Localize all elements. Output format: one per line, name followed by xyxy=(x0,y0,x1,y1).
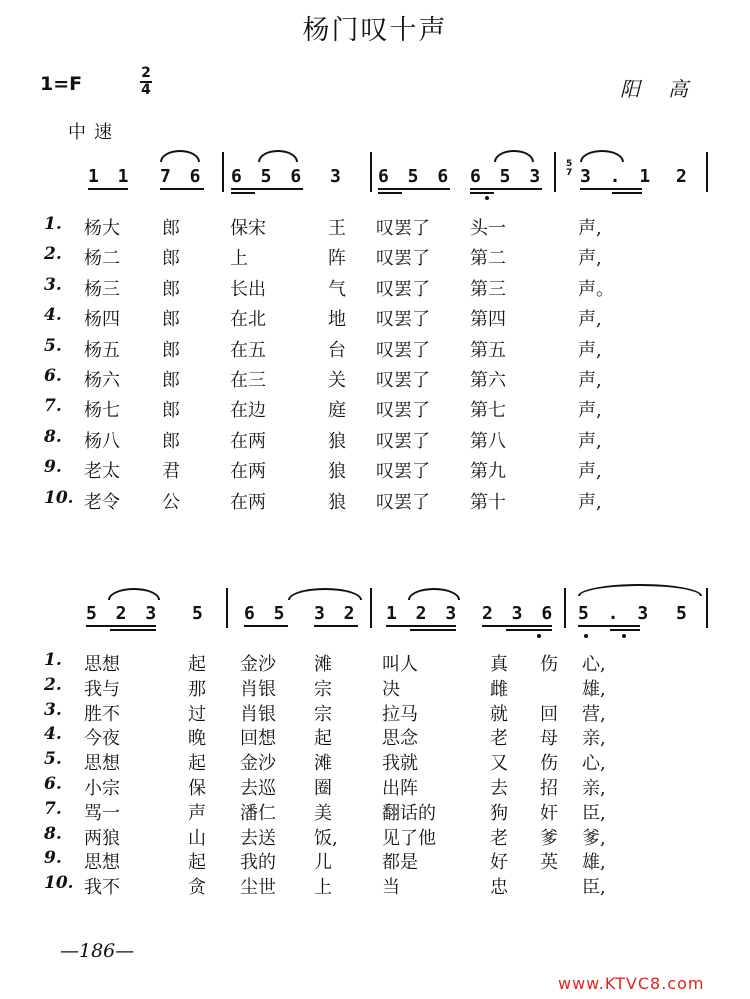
lyric-syllable: 都是 xyxy=(382,852,418,874)
lyric-syllable: 叹罢了 xyxy=(376,309,430,331)
lyric-syllable: 声, xyxy=(578,218,602,239)
key-signature: 1=F xyxy=(40,73,83,95)
lyric-syllable: 思想 xyxy=(84,654,120,675)
lyric-syllable: 叹罢了 xyxy=(376,400,430,422)
note-group: 3 xyxy=(330,166,345,187)
lyric-syllable: 出阵 xyxy=(382,778,418,799)
lyric-syllable: 上 xyxy=(314,877,332,899)
lyric-syllable: 声, xyxy=(578,309,602,331)
lyric-syllable: 声。 xyxy=(578,278,614,300)
lyric-syllable: 郎 xyxy=(162,218,180,239)
lyric-syllable: 滩 xyxy=(314,753,332,775)
lyric-syllable: 圈 xyxy=(314,778,332,799)
lyric-syllable: 保 xyxy=(188,778,206,799)
verse-number: 10. xyxy=(44,487,74,508)
lyric-syllable: 叹罢了 xyxy=(376,370,430,391)
lyric-syllable: 郎 xyxy=(162,400,180,422)
lyric-syllable: 叹罢了 xyxy=(376,339,430,361)
lyric-syllable: 就 xyxy=(490,703,508,725)
lyric-syllable: 声, xyxy=(578,400,602,422)
verse-number: 7. xyxy=(44,396,62,417)
lyric-syllable: 起 xyxy=(188,753,206,775)
verse-number: 9. xyxy=(44,848,62,869)
note-group: 2 3 6 xyxy=(482,603,557,624)
verse-number: 7. xyxy=(44,798,62,819)
lyric-syllable: 狗 xyxy=(490,802,508,824)
lyric-syllable: 老太 xyxy=(84,461,120,483)
verse-number: 8. xyxy=(44,823,62,844)
lyric-syllable: 狼 xyxy=(328,491,346,513)
lyric-syllable: 爹 xyxy=(540,827,558,849)
note-group: 1 1 xyxy=(88,166,133,187)
lyric-syllable: 狼 xyxy=(328,461,346,483)
note-group: 5 . 3 xyxy=(578,603,653,624)
lyric-syllable: 老 xyxy=(490,827,508,849)
lyric-syllable: 思念 xyxy=(382,728,418,750)
lyric-syllable: 第十 xyxy=(470,491,506,513)
lyric-syllable: 金沙 xyxy=(240,654,276,675)
lyric-syllable: 长出 xyxy=(230,278,266,300)
lyric-syllable: 保宋 xyxy=(230,218,266,239)
lyric-syllable: 关 xyxy=(328,370,346,391)
lyric-syllable: 叹罢了 xyxy=(376,430,430,452)
lyric-syllable: 在北 xyxy=(230,309,266,331)
verse-number: 6. xyxy=(44,774,62,794)
lyric-syllable: 奸 xyxy=(540,802,558,824)
lyric-syllable: 真 xyxy=(490,654,508,675)
lyric-syllable: 叹罢了 xyxy=(376,491,430,513)
lyric-syllable: 狼 xyxy=(328,430,346,452)
lyric-syllable: 回 xyxy=(540,703,558,725)
lyric-syllable: 金沙 xyxy=(240,753,276,775)
verse-number: 10. xyxy=(44,873,74,894)
lyric-syllable: 郎 xyxy=(162,430,180,452)
verse-number: 2. xyxy=(44,674,62,695)
verse-number: 3. xyxy=(44,699,62,720)
lyric-syllable: 思想 xyxy=(84,852,120,874)
lyric-syllable: 臣, xyxy=(582,802,606,824)
lyric-syllable: 去送 xyxy=(240,827,276,849)
lyric-syllable: 小宗 xyxy=(84,778,120,799)
lyric-syllable: 英 xyxy=(540,852,558,874)
lyric-syllable: 伤 xyxy=(540,753,558,775)
verse-number: 9. xyxy=(44,457,62,478)
lyric-syllable: 阵 xyxy=(328,248,346,270)
lyric-syllable: 我不 xyxy=(84,877,120,899)
verse-number: 1. xyxy=(44,214,62,234)
verse-number: 1. xyxy=(44,650,62,670)
lyric-syllable: 肖银 xyxy=(240,678,276,700)
lyric-syllable: 声, xyxy=(578,430,602,452)
lyric-syllable: 臣, xyxy=(582,877,606,899)
lyric-syllable: 伤 xyxy=(540,654,558,675)
note-group: 1 2 3 xyxy=(386,603,461,624)
lyric-syllable: 我的 xyxy=(240,852,276,874)
lyric-syllable: 在三 xyxy=(230,370,266,391)
lyric-syllable: 起 xyxy=(314,728,332,750)
lyric-syllable: 声, xyxy=(578,339,602,361)
lyric-syllable: 心, xyxy=(582,753,606,775)
lyric-syllable: 雄, xyxy=(582,678,606,700)
lyric-syllable: 尘世 xyxy=(240,877,276,899)
lyric-syllable: 起 xyxy=(188,654,206,675)
lyric-syllable: 公 xyxy=(162,491,180,513)
lyric-syllable: 那 xyxy=(188,678,206,700)
note-group: 7 6 xyxy=(160,166,205,187)
lyric-syllable: 叹罢了 xyxy=(376,218,430,239)
lyric-syllable: 杨六 xyxy=(84,370,120,391)
lyric-syllable: 母 xyxy=(540,728,558,750)
note-group: 5 xyxy=(192,603,207,624)
verse-number: 4. xyxy=(44,724,62,745)
lyric-syllable: 亲, xyxy=(582,778,606,799)
lyric-syllable: 庭 xyxy=(328,400,346,422)
page-number: —186— xyxy=(60,940,135,962)
lyric-syllable: 第二 xyxy=(470,248,506,270)
lyric-syllable: 君 xyxy=(162,461,180,483)
lyric-syllable: 美 xyxy=(314,802,332,824)
lyric-syllable: 决 xyxy=(382,678,400,700)
lyric-syllable: 第九 xyxy=(470,461,506,483)
lyric-syllable: 第三 xyxy=(470,278,506,300)
song-title: 杨门叹十声 xyxy=(302,15,448,46)
note-group: 5 xyxy=(676,603,691,624)
lyric-syllable: 雄, xyxy=(582,852,606,874)
lyric-syllable: 老 xyxy=(490,728,508,750)
lyric-syllable: 肖银 xyxy=(240,703,276,725)
lyric-syllable: 潘仁 xyxy=(240,802,276,824)
verse-number: 8. xyxy=(44,426,62,447)
lyric-syllable: 叹罢了 xyxy=(376,278,430,300)
note-group: 3 . 1 xyxy=(580,166,655,187)
lyric-syllable: 郎 xyxy=(162,370,180,391)
verse-number: 3. xyxy=(44,274,62,295)
lyric-syllable: 头一 xyxy=(470,218,506,239)
lyric-syllable: 声, xyxy=(578,248,602,270)
lyric-syllable: 亲, xyxy=(582,728,606,750)
lyric-syllable: 气 xyxy=(328,278,346,300)
lyric-syllable: 杨大 xyxy=(84,218,120,239)
lyric-syllable: 杨八 xyxy=(84,430,120,452)
lyric-syllable: 招 xyxy=(540,778,558,799)
lyric-syllable: 在边 xyxy=(230,400,266,422)
lyric-syllable: 上 xyxy=(230,248,248,270)
lyric-syllable: 我与 xyxy=(84,678,120,700)
lyric-syllable: 郎 xyxy=(162,278,180,300)
lyric-syllable: 回想 xyxy=(240,728,276,750)
lyric-syllable: 好 xyxy=(490,852,508,874)
verse-number: 2. xyxy=(44,244,62,265)
lyric-syllable: 心, xyxy=(582,654,606,675)
lyric-syllable: 过 xyxy=(188,703,206,725)
lyric-syllable: 王 xyxy=(328,218,346,239)
lyric-syllable: 两狼 xyxy=(84,827,120,849)
lyric-syllable: 杨三 xyxy=(84,278,120,300)
lyric-syllable: 郎 xyxy=(162,339,180,361)
lyric-syllable: 杨五 xyxy=(84,339,120,361)
lyric-syllable: 叹罢了 xyxy=(376,461,430,483)
lyric-syllable: 营, xyxy=(582,703,606,725)
lyric-syllable: 宗 xyxy=(314,703,332,725)
lyric-syllable: 在两 xyxy=(230,430,266,452)
lyric-syllable: 饭, xyxy=(314,827,338,849)
tempo-marking: 中速 xyxy=(68,122,120,143)
verse-number: 4. xyxy=(44,305,62,326)
note-group: 5 2 3 xyxy=(86,603,161,624)
author: 阳高 xyxy=(620,77,716,101)
lyric-syllable: 在五 xyxy=(230,339,266,361)
lyric-syllable: 杨四 xyxy=(84,309,120,331)
verse-number: 5. xyxy=(44,335,62,356)
lyric-syllable: 去 xyxy=(490,778,508,799)
lyric-syllable: 叫人 xyxy=(382,654,418,675)
lyric-syllable: 贪 xyxy=(188,877,206,899)
lyric-syllable: 第七 xyxy=(470,400,506,422)
lyric-syllable: 山 xyxy=(188,827,206,849)
lyric-syllable: 翻话的 xyxy=(382,802,436,824)
note-group: 6 5 6 xyxy=(378,166,453,187)
watermark: www.KTVC8.com xyxy=(558,974,705,993)
meter-bottom: 4 xyxy=(141,82,151,98)
lyric-syllable: 声, xyxy=(578,461,602,483)
lyric-syllable: 杨七 xyxy=(84,400,120,422)
lyric-syllable: 又 xyxy=(490,753,508,775)
lyric-syllable: 台 xyxy=(328,339,346,361)
lyric-syllable: 晚 xyxy=(188,728,206,750)
grace-note: 5 7 xyxy=(566,159,573,178)
lyric-syllable: 起 xyxy=(188,852,206,874)
lyric-syllable: 宗 xyxy=(314,678,332,700)
lyric-syllable: 爹, xyxy=(582,827,606,849)
note-group: 2 xyxy=(676,166,691,187)
time-signature xyxy=(140,66,152,98)
lyric-syllable: 胜不 xyxy=(84,703,120,725)
lyric-syllable: 思想 xyxy=(84,753,120,775)
lyric-syllable: 忠 xyxy=(490,877,508,899)
lyric-syllable: 拉马 xyxy=(382,703,418,725)
lyric-syllable: 我就 xyxy=(382,753,418,775)
lyric-syllable: 杨二 xyxy=(84,248,120,270)
lyric-syllable: 地 xyxy=(328,309,346,331)
lyric-syllable: 声, xyxy=(578,370,602,391)
lyric-syllable: 滩 xyxy=(314,654,332,675)
lyric-syllable: 今夜 xyxy=(84,728,120,750)
note-group: 6 5 3 xyxy=(470,166,545,187)
lyric-syllable: 第四 xyxy=(470,309,506,331)
lyric-syllable: 声 xyxy=(188,802,206,824)
lyric-syllable: 郎 xyxy=(162,309,180,331)
verse-number: 6. xyxy=(44,366,62,386)
lyric-syllable: 叹罢了 xyxy=(376,248,430,270)
note-group: 6 5 xyxy=(244,603,289,624)
lyric-syllable: 郎 xyxy=(162,248,180,270)
note-group: 6 5 6 xyxy=(231,166,306,187)
lyric-syllable: 见了他 xyxy=(382,827,436,849)
verse-number: 5. xyxy=(44,749,62,770)
lyric-syllable: 去巡 xyxy=(240,778,276,799)
lyric-syllable: 第六 xyxy=(470,370,506,391)
lyric-syllable: 在两 xyxy=(230,461,266,483)
lyric-syllable: 第八 xyxy=(470,430,506,452)
lyric-syllable: 雌 xyxy=(490,678,508,700)
lyric-syllable: 儿 xyxy=(314,852,332,874)
lyric-syllable: 在两 xyxy=(230,491,266,513)
lyric-syllable: 第五 xyxy=(470,339,506,361)
lyric-syllable: 老令 xyxy=(84,491,120,513)
lyric-syllable: 当 xyxy=(382,877,400,899)
note-group: 3 2 xyxy=(314,603,359,624)
lyric-syllable: 骂一 xyxy=(84,802,120,824)
meter-top: 2 xyxy=(141,65,151,81)
lyric-syllable: 声, xyxy=(578,491,602,513)
